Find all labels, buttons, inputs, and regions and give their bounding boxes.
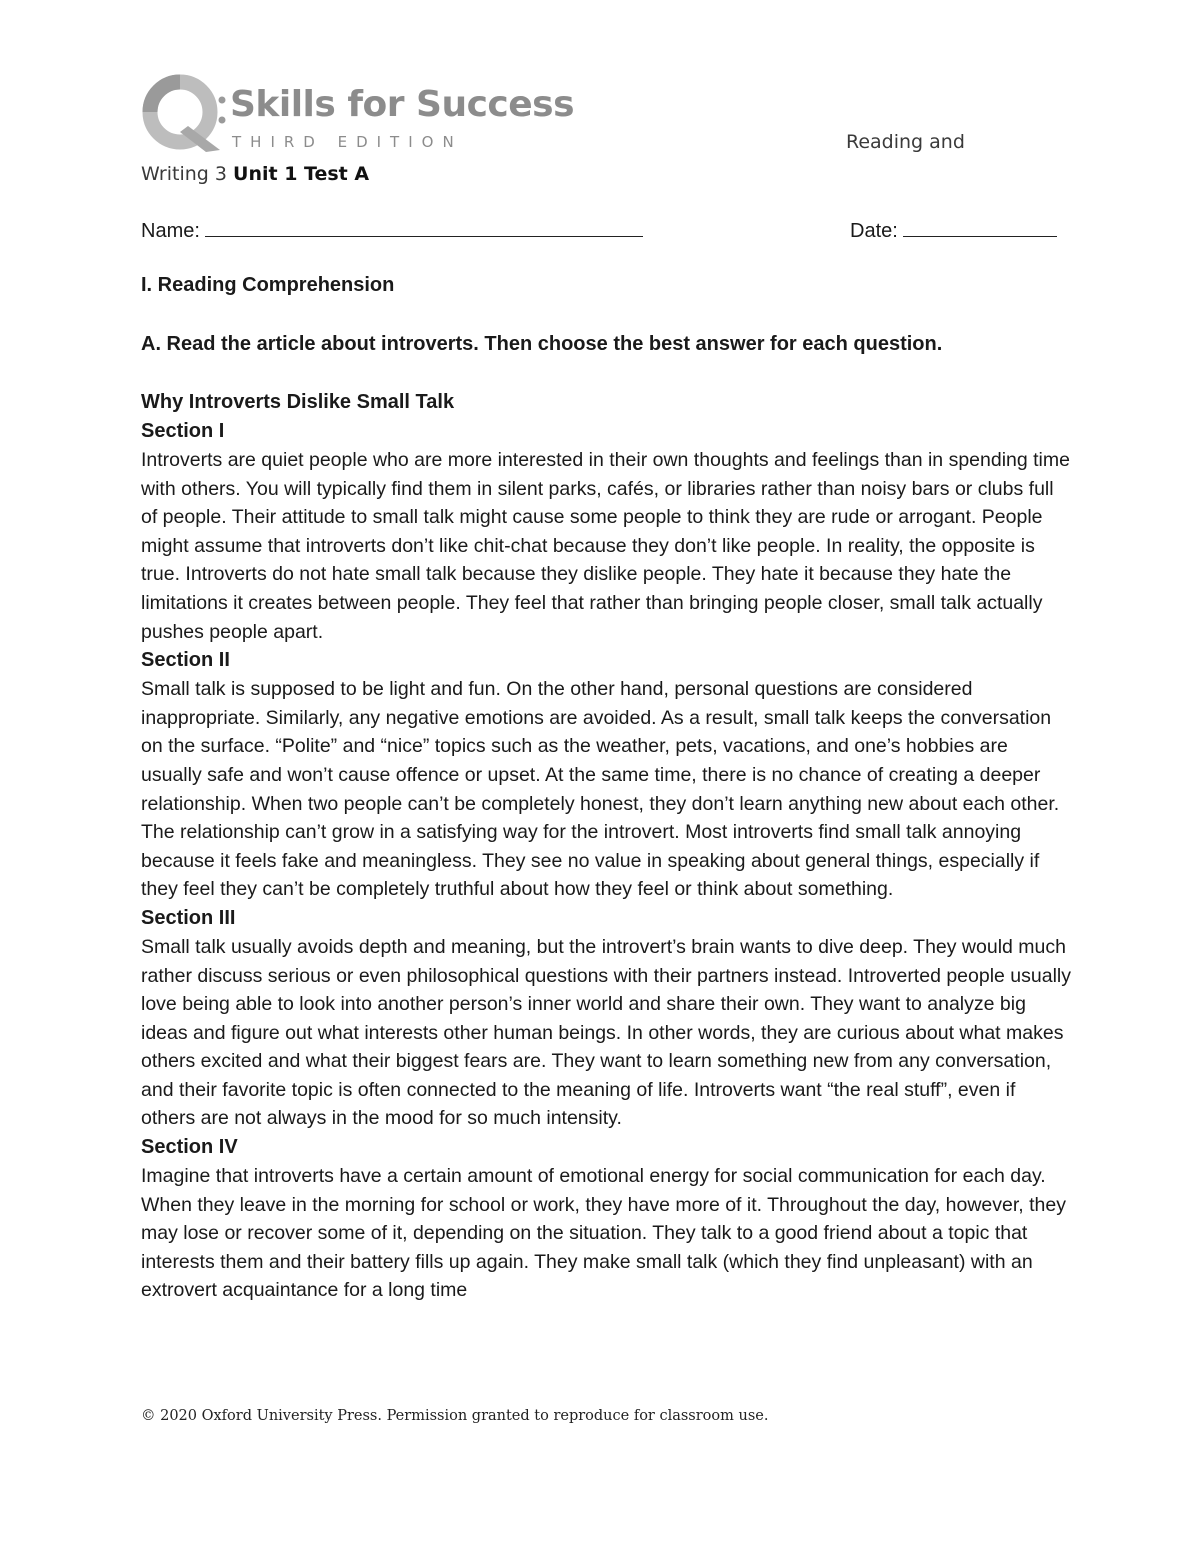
date-blank[interactable]	[903, 218, 1057, 237]
section-title-3: Section III	[141, 906, 236, 929]
date-label: Date:	[850, 220, 898, 242]
logo-title: Skills for Success	[230, 84, 575, 125]
section-text-3: Small talk usually avoids depth and meaning, but the introvert’s brain wants to dive deep. They would much rather discuss serious or even philosophical questions with their partners instead. Introverted people usually love being able to look into another person’s inner world and share their own. They want to analyze big ideas and figure out what interests other human beings. In other words, they are curious about what makes others excited and what their biggest fears are. They want to learn something new from any conversation, and their favorite topic is often connected to the meaning of life. Introverts want “the real stuff”, even if others are not always in the mood for so much intensity.	[141, 935, 1072, 1130]
section-text-4: Imagine that introverts have a certain amount of emotional energy for social communication for each day. When they leave in the morning for school or work, they have more of it. Throughout the day, however, they may lose or recover some of it, depending on the situation. They talk to a good friend about a topic that interests them and their battery fills up again. They make small talk (which they find unpleasant) with an extrovert acquaintance for a long time	[141, 1165, 1066, 1302]
section-text-1: Introverts are quiet people who are more interested in their own thoughts and feelings than in spending time with others. You will typically find them in silent parks, cafés, or libraries rather than noisy bars or clubs full of people. Their attitude to small talk might cause some people to think they are rude or arrogant. People might assume that introverts don’t like chit-chat because they don’t like people. In reality, the opposite is true. Introverts do not hate small talk because they dislike people. They hate it because they hate the limitations it creates between people. They feel that rather than bringing people closer, small talk actually pushes people apart.	[141, 449, 1070, 643]
name-field[interactable]	[141, 218, 643, 243]
name-label: Name:	[141, 220, 200, 242]
date-field[interactable]	[850, 218, 1057, 243]
course-header	[141, 163, 369, 185]
article-title: Why Introverts Dislike Small Talk	[141, 391, 455, 413]
q-logo-icon	[140, 74, 232, 154]
part-heading: I. Reading Comprehension	[141, 274, 395, 296]
article	[141, 388, 1071, 1305]
name-blank[interactable]	[205, 218, 643, 237]
section-title-4: Section IV	[141, 1136, 238, 1159]
instruction: A. Read the article about introverts. Then choose the best answer for each question.	[141, 333, 943, 355]
logo-edition: THIRD EDITION	[232, 133, 463, 151]
section-title-1: Section I	[141, 420, 225, 442]
section-text-2: Small talk is supposed to be light and fun. On the other hand, personal questions are considered inappropriate. Similarly, any negative emotions are avoided. As a result, small talk keeps the conversation on the surface. “Polite” and “nice” topics such as the weather, pets, vacations, and one’s hobbies are usually safe and won’t cause offence or upset. At the same time, there is no chance of creating a deeper relationship. When two people can’t be completely honest, they don’t learn anything new about each other. The relationship can’t grow in a satisfying way for the introvert. Most introverts find small talk annoying because it feels fake and meaningless. They see no value in speaking about general things, especially if they feel they can’t be completely truthful about how they feel or think about something.	[141, 678, 1060, 901]
series-logo	[140, 74, 575, 154]
course-name-line1: Reading and	[846, 131, 965, 153]
section-title-2: Section II	[141, 649, 230, 672]
test-title: Unit 1 Test A	[233, 163, 370, 185]
copyright-footer: © 2020 Oxford University Press. Permission granted to reproduce for classroom use.	[141, 1408, 769, 1424]
course-name-line2: Writing 3	[141, 163, 227, 185]
